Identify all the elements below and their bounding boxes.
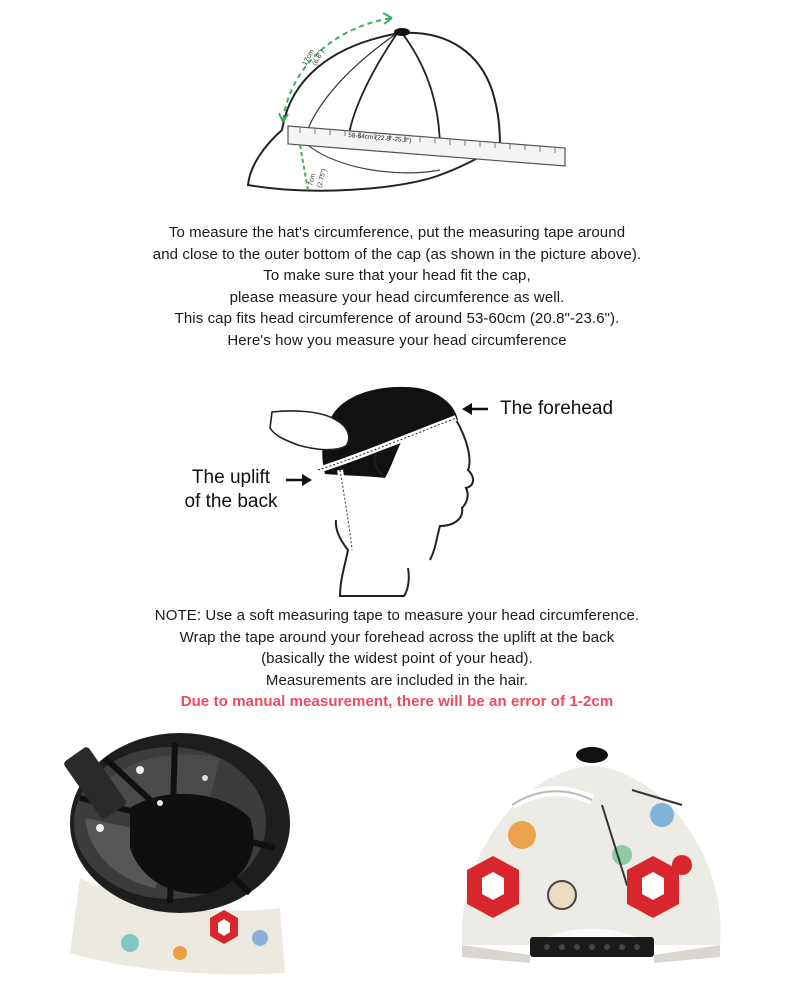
uplift-label [176,466,286,514]
intro-instructions [0,222,794,351]
note-line: Measurements are included in the hair. [265,671,529,689]
forehead-label: The forehead [500,398,614,419]
circumference-label: 58-64cm (22.8"-25.2") [347,132,412,145]
uplift-label-line: of the back [184,491,278,512]
arrow-right-icon [286,474,312,486]
intro-line: To make sure that your head fit the cap, [263,267,531,284]
intro-line: and close to the outer bottom of the cap (as shown in the picture above). [152,245,642,263]
crown-height-label: 17cm [301,48,316,67]
note-line: (basically the widest point of your head). [261,650,533,667]
intro-line: Here's how you measure your head circumference [227,331,567,349]
arrow-left-icon [462,403,488,415]
brim-imperial: (2.75") [316,168,328,189]
intro-line: This cap fits head circumference of around 53-60cm (20.8"-23.6"). [174,310,620,327]
measuring-tape-icon [288,126,565,166]
intro-line: please measure your head circumference as well. [229,288,565,306]
intro-line: To measure the hat's circumference, put the measuring tape around [168,224,626,241]
note-instructions [0,605,794,713]
warning-text: Due to manual measurement, there will be an error of 1-2cm [180,693,614,710]
note-line: Wrap the tape around your forehead across the uplift at the back [179,628,615,646]
uplift-label-line: The uplift [191,467,271,488]
crown-height-imperial: (6.6") [311,48,326,67]
note-line: NOTE: Use a soft measuring tape to measure your head circumference. [154,607,640,624]
brim-label: 7cm [307,172,318,187]
